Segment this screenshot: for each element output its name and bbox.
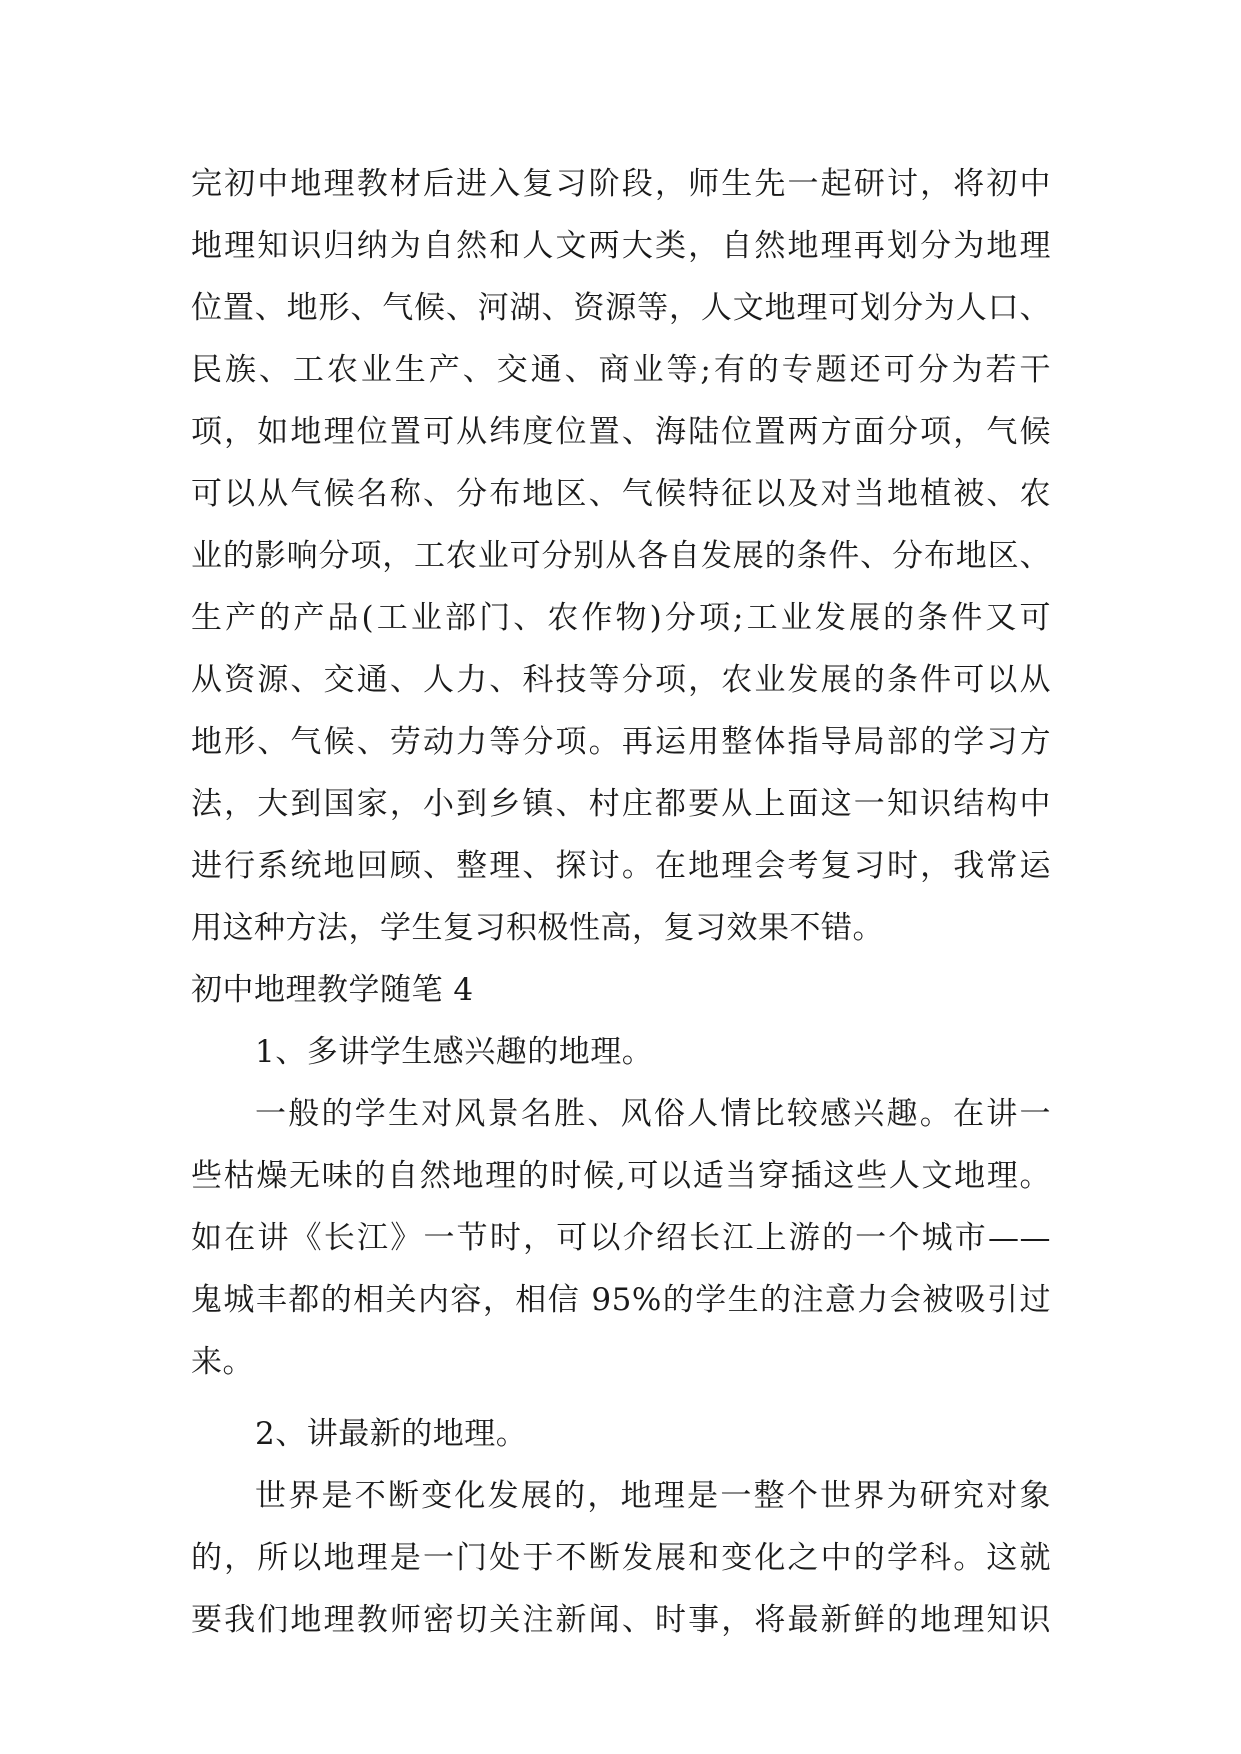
text-line: 来。 [191,1344,254,1380]
text-line: 地形、气候、劳动力等分项。再运用整体指导局部的学习方 [191,724,1051,760]
text-line: 地理知识归纳为自然和人文两大类，自然地理再划分为地理 [191,228,1051,264]
text-line: 民族、工农业生产、交通、商业等;有的专题还可分为若干 [191,352,1051,388]
point-heading: 2、讲最新的地理。 [255,1416,528,1452]
text-line: 要我们地理教师密切关注新闻、时事，将最新鲜的地理知识 [191,1602,1051,1638]
text-line: 用这种方法，学生复习积极性高，复习效果不错。 [191,910,884,946]
text-line: 项，如地理位置可从纬度位置、海陆位置两方面分项，气候 [191,414,1051,450]
point-heading: 1、多讲学生感兴趣的地理。 [255,1034,654,1070]
section-title: 初中地理教学随笔 4 [191,972,474,1008]
text-line: 世界是不断变化发展的，地理是一整个世界为研究对象 [255,1478,1051,1514]
text-line: 的，所以地理是一门处于不断发展和变化之中的学科。这就 [191,1540,1051,1576]
document-page [191,153,1051,1651]
text-line: 鬼城丰都的相关内容，相信 95%的学生的注意力会被吸引过 [191,1282,1051,1318]
paragraph-review-method [191,153,1051,959]
text-line: 如在讲《长江》一节时，可以介绍长江上游的一个城市—— [191,1220,1051,1256]
text-line: 位置、地形、气候、河湖、资源等，人文地理可划分为人口、 [191,290,1051,326]
text-line: 法，大到国家，小到乡镇、村庄都要从上面这一知识结构中 [191,786,1051,822]
spacer [191,1393,1051,1403]
text-line: 进行系统地回顾、整理、探讨。在地理会考复习时，我常运 [191,848,1051,884]
text-line: 些枯燥无味的自然地理的时候,可以适当穿插这些人文地理。 [191,1158,1051,1194]
paragraph-point-2 [191,1465,1051,1651]
text-line: 生产的产品(工业部门、农作物)分项;工业发展的条件又可 [191,600,1051,636]
paragraph-point-1 [191,1083,1051,1393]
text-line: 完初中地理教材后进入复习阶段，师生先一起研讨，将初中 [191,166,1051,202]
text-line: 从资源、交通、人力、科技等分项，农业发展的条件可以从 [191,662,1051,698]
text-line: 一般的学生对风景名胜、风俗人情比较感兴趣。在讲一 [255,1096,1051,1132]
text-line: 可以从气候名称、分布地区、气候特征以及对当地植被、农 [191,476,1051,512]
text-line: 业的影响分项，工农业可分别从各自发展的条件、分布地区、 [191,538,1051,574]
